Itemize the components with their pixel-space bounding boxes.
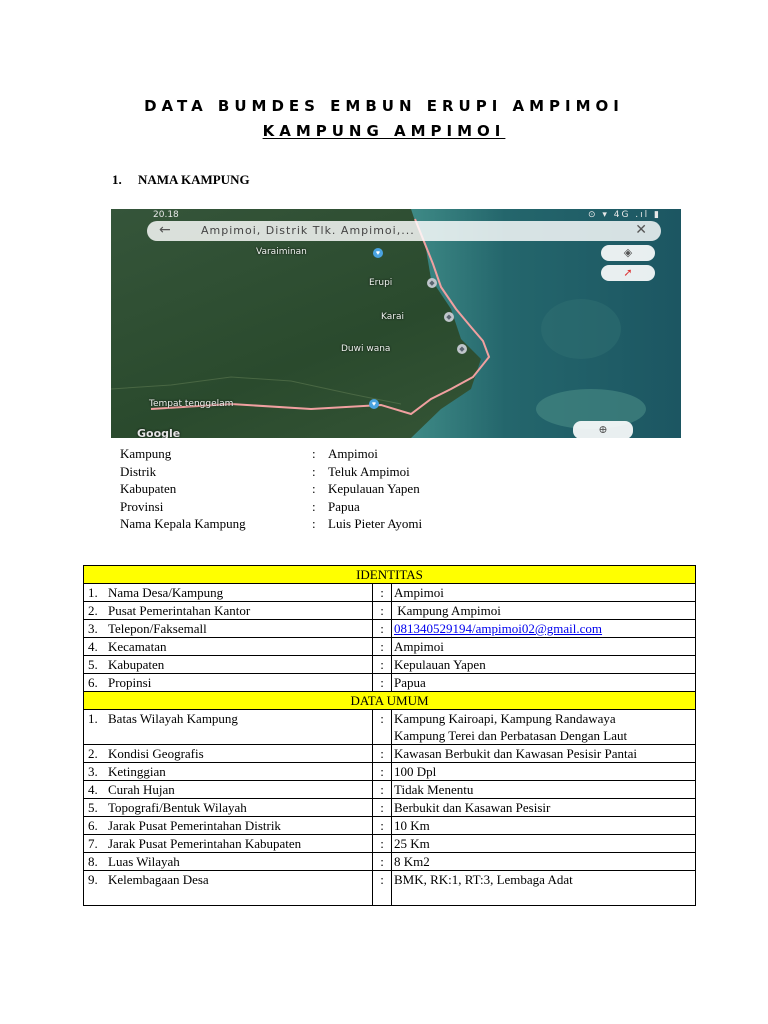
table-row [84, 745, 696, 763]
place-pin-icon[interactable]: ◆ [444, 312, 454, 322]
place-pin-icon[interactable]: ◆ [457, 344, 467, 354]
info-row [120, 464, 560, 482]
layers-icon[interactable]: ◈ [601, 245, 655, 261]
row-label: Ketinggian [108, 764, 166, 779]
row-value: Kampung Ampimoi [392, 602, 696, 620]
row-label-cell [84, 781, 373, 799]
row-label: Propinsi [108, 675, 152, 690]
info-row [120, 446, 560, 464]
row-value: Ampimoi [392, 638, 696, 656]
table-row [84, 710, 696, 745]
row-number: 4. [88, 639, 98, 654]
google-logo: Google [137, 427, 181, 438]
row-value: 25 Km [392, 835, 696, 853]
table-row [84, 799, 696, 817]
place-pin-icon[interactable]: ◆ [427, 278, 437, 288]
map-search-text[interactable]: Ampimoi, Distrik Tlk. Ampimoi,... [201, 224, 415, 237]
row-label-cell [84, 763, 373, 781]
table-row [84, 781, 696, 799]
reef-patch-2 [541, 299, 621, 359]
village-info-list [120, 446, 560, 534]
row-label-cell [84, 602, 373, 620]
compass-icon[interactable]: ➚ [601, 265, 655, 281]
status-icons: ⊙ ▾ 4G .ıl ▮ [587, 210, 661, 220]
section-title: NAMA KAMPUNG [138, 172, 250, 187]
row-value: Ampimoi [392, 584, 696, 602]
row-label: Topografi/Bentuk Wilayah [108, 800, 247, 815]
info-label: Provinsi [120, 498, 164, 514]
table-row [84, 871, 696, 906]
info-separator: : [312, 498, 316, 514]
row-label: Kabupaten [108, 657, 165, 672]
status-time: 20.18 [153, 210, 179, 220]
row-number: 9. [88, 872, 98, 887]
info-separator: : [312, 481, 316, 496]
table-row [84, 835, 696, 853]
row-label: Kondisi Geografis [108, 746, 204, 761]
row-value: Kepulauan Yapen [392, 656, 696, 674]
row-separator: : [373, 853, 392, 871]
table-row [84, 584, 696, 602]
row-label-cell [84, 620, 373, 638]
row-label: Kecamatan [108, 639, 167, 654]
row-label: Telepon/Faksemall [108, 621, 207, 636]
row-label-cell [84, 853, 373, 871]
row-number: 3. [88, 621, 98, 636]
row-number: 1. [88, 711, 98, 726]
row-label-cell [84, 835, 373, 853]
info-value: Ampimoi [328, 446, 378, 461]
identitas-header: IDENTITAS [84, 566, 696, 584]
info-value: Luis Pieter Ayomi [328, 516, 423, 531]
row-value-cell [392, 710, 696, 745]
row-value: Kampung Kairoapi, Kampung Randawaya [394, 711, 616, 726]
row-value: Berbukit dan Kasawan Pesisir [392, 799, 696, 817]
row-separator: : [373, 763, 392, 781]
row-number: 6. [88, 675, 98, 690]
info-row [120, 516, 560, 534]
row-label-cell [84, 674, 373, 692]
row-separator: : [373, 835, 392, 853]
row-label-cell [84, 871, 373, 906]
info-value: Kepulauan Yapen [328, 481, 420, 496]
info-value: Teluk Ampimoi [328, 463, 410, 479]
row-separator: : [373, 674, 392, 692]
table-header-row [84, 692, 696, 710]
row-number: 3. [88, 764, 98, 779]
info-separator: : [312, 446, 316, 461]
section-number: 1. [112, 172, 122, 187]
row-separator: : [373, 745, 392, 763]
row-value: 100 Dpl [392, 763, 696, 781]
village-data-table [83, 565, 696, 906]
document-subtitle: KAMPUNG AMPIMOI [262, 122, 506, 140]
row-label-cell [84, 656, 373, 674]
document-title: DATA BUMDES EMBUN ERUPI AMPIMOI [144, 97, 624, 115]
place-pin-icon[interactable]: ♥ [373, 248, 383, 258]
row-separator: : [373, 817, 392, 835]
row-separator: : [373, 656, 392, 674]
row-number: 5. [88, 657, 98, 672]
row-separator: : [373, 584, 392, 602]
info-label: Kabupaten [120, 481, 177, 496]
row-separator: : [373, 638, 392, 656]
row-separator: : [373, 710, 392, 745]
row-label-cell [84, 745, 373, 763]
info-separator: : [312, 516, 316, 531]
row-value: BMK, RK:1, RT:3, Lembaga Adat [392, 871, 696, 906]
table-row [84, 817, 696, 835]
row-value-line2: Kampung Terei dan Perbatasan Dengan Laut [394, 728, 628, 743]
row-separator: : [373, 781, 392, 799]
arrow-left-icon[interactable]: ← [159, 222, 171, 238]
row-label: Curah Hujan [108, 782, 175, 797]
row-value: 10 Km [392, 817, 696, 835]
table-row [84, 638, 696, 656]
info-label: Kampung [120, 446, 172, 461]
row-number: 6. [88, 818, 98, 833]
place-label: Tempat tenggelam [149, 399, 234, 409]
row-value: Papua [392, 674, 696, 692]
table-row [84, 620, 696, 638]
map-screenshot [111, 209, 681, 438]
row-number: 8. [88, 854, 98, 869]
my-location-icon[interactable]: ⊕ [573, 421, 633, 438]
row-label: Jarak Pusat Pemerintahan Distrik [108, 818, 281, 833]
info-row [120, 499, 560, 517]
row-label: Luas Wilayah [108, 854, 180, 869]
row-number: 1. [88, 585, 98, 600]
row-label: Kelembagaan Desa [108, 872, 209, 887]
row-label: Jarak Pusat Pemerintahan Kabupaten [108, 836, 302, 851]
table-row [84, 656, 696, 674]
place-label: Duwi wana [341, 344, 391, 354]
contact-link[interactable]: 081340529194/ampimoi02@gmail.com [394, 621, 603, 636]
place-label: Erupi [369, 278, 393, 288]
row-number: 2. [88, 746, 98, 761]
close-icon[interactable]: ✕ [635, 222, 647, 238]
row-value: Tidak Menentu [392, 781, 696, 799]
row-separator: : [373, 871, 392, 906]
row-number: 7. [88, 836, 98, 851]
row-separator: : [373, 620, 392, 638]
row-number: 2. [88, 603, 98, 618]
row-label-cell [84, 799, 373, 817]
table-row [84, 763, 696, 781]
map-search-bar[interactable] [147, 221, 661, 241]
row-separator: : [373, 799, 392, 817]
section-heading [112, 172, 250, 188]
info-value: Papua [328, 498, 360, 514]
row-label-cell [84, 817, 373, 835]
row-label: Nama Desa/Kampung [108, 585, 224, 600]
row-separator: : [373, 602, 392, 620]
row-label-cell [84, 710, 373, 745]
info-label: Distrik [120, 463, 157, 479]
row-label-cell [84, 584, 373, 602]
row-value-cell [392, 620, 696, 638]
row-number: 4. [88, 782, 98, 797]
table-row [84, 602, 696, 620]
data-umum-header: DATA UMUM [84, 692, 696, 710]
row-label: Pusat Pemerintahan Kantor [108, 603, 251, 618]
row-label: Batas Wilayah Kampung [108, 711, 238, 726]
row-value: Kawasan Berbukit dan Kawasan Pesisir Pantai [392, 745, 696, 763]
row-number: 5. [88, 800, 98, 815]
info-row [120, 481, 560, 499]
row-label-cell [84, 638, 373, 656]
info-label: Nama Kepala Kampung [120, 516, 246, 531]
table-row [84, 674, 696, 692]
table-header-row [84, 566, 696, 584]
row-value: 8 Km2 [392, 853, 696, 871]
place-label: Karai [381, 312, 404, 322]
place-pin-icon[interactable]: ♥ [369, 399, 379, 409]
info-separator: : [312, 463, 316, 479]
table-row [84, 853, 696, 871]
place-label: Varaiminan [256, 247, 307, 257]
